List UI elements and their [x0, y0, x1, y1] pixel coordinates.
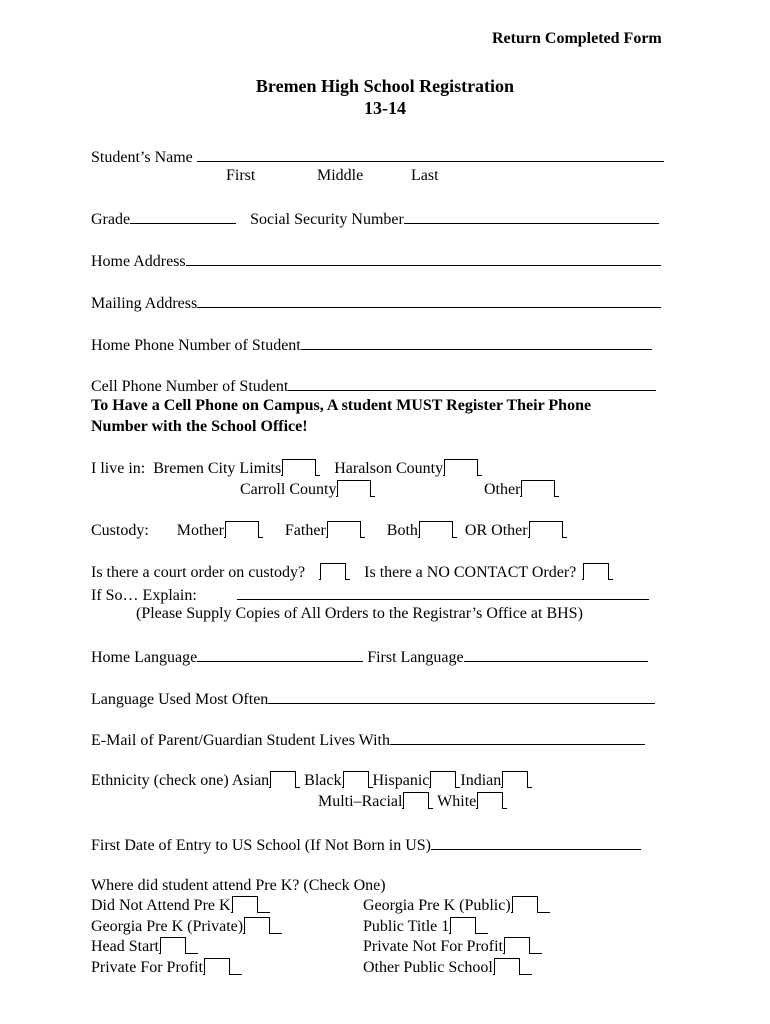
prek-private-profit-label: Private For Profit: [91, 959, 203, 976]
prek-ga-public-checkbox-wrap: [511, 896, 550, 913]
indian-checkbox-wrap: [501, 771, 532, 788]
prek-private-profit-checkbox-wrap: [203, 958, 242, 975]
other-residence-checkbox[interactable]: [521, 480, 555, 497]
mailing-address-field[interactable]: [197, 292, 661, 308]
prek-private-not-profit-checkbox-wrap: [503, 937, 542, 954]
cell-phone-field[interactable]: [288, 375, 656, 391]
bremen-label: Bremen City Limits: [153, 460, 282, 477]
custody-label: Custody:: [91, 522, 149, 539]
prek-ga-private-row: [91, 917, 282, 937]
ssn-label: Social Security Number: [250, 211, 404, 228]
residence-row-1: [91, 459, 482, 479]
multi-racial-checkbox[interactable]: [403, 792, 429, 809]
father-checkbox[interactable]: [327, 521, 361, 538]
or-other-checkbox[interactable]: [529, 521, 563, 538]
entry-field[interactable]: [431, 834, 641, 850]
white-checkbox[interactable]: [477, 792, 503, 809]
prek-ga-public-checkbox[interactable]: [512, 896, 538, 913]
prek-head-start-checkbox[interactable]: [160, 937, 186, 954]
prek-did-not-checkbox-wrap: [231, 896, 270, 913]
mother-label: Mother: [176, 522, 224, 539]
email-row: [91, 729, 645, 751]
home-address-row: [91, 250, 661, 272]
haralson-checkbox-wrap: [443, 459, 482, 476]
black-label: Black: [304, 772, 342, 789]
student-name-field[interactable]: [197, 146, 664, 162]
home-phone-field[interactable]: [301, 334, 652, 350]
return-note: Return Completed Form: [492, 30, 662, 47]
first-name-caption: First: [226, 167, 256, 184]
entry-row: [91, 834, 641, 856]
prek-head-start-label: Head Start: [91, 938, 159, 955]
mailing-address-label: Mailing Address: [91, 295, 198, 312]
prek-ga-public-label: Georgia Pre K (Public): [363, 897, 511, 914]
court-order-checkbox[interactable]: [320, 563, 346, 580]
white-label: White: [437, 793, 477, 810]
home-language-label: Home Language: [91, 649, 198, 666]
home-phone-row: [91, 334, 652, 356]
prek-other-public-checkbox[interactable]: [494, 958, 520, 975]
carroll-label: Carroll County: [240, 481, 337, 498]
language-most-often-row: [91, 688, 655, 710]
asian-checkbox[interactable]: [270, 771, 296, 788]
mailing-address-row: [91, 292, 661, 314]
bremen-checkbox[interactable]: [282, 459, 316, 476]
asian-checkbox-wrap: [269, 771, 300, 788]
hispanic-checkbox-wrap: [429, 771, 460, 788]
explain-row: [91, 584, 649, 606]
indian-label: Indian: [460, 772, 502, 789]
explain-field[interactable]: [237, 584, 649, 600]
mother-checkbox[interactable]: [225, 521, 259, 538]
student-name-row: [91, 146, 664, 168]
form-year: 13-14: [364, 98, 406, 118]
last-name-caption: Last: [411, 167, 439, 184]
middle-name-caption: Middle: [317, 167, 364, 184]
prek-public-title-row: [363, 917, 488, 937]
prek-question: Where did student attend Pre K? (Check One): [91, 877, 386, 894]
multi-racial-label: Multi–Racial: [318, 793, 403, 810]
home-phone-label: Home Phone Number of Student: [91, 337, 301, 354]
hispanic-checkbox[interactable]: [430, 771, 456, 788]
court-row: [91, 563, 613, 583]
hispanic-label: Hispanic: [372, 772, 430, 789]
mother-checkbox-wrap: [224, 521, 263, 538]
grade-field[interactable]: [130, 208, 236, 224]
father-checkbox-wrap: [326, 521, 365, 538]
asian-label: Asian: [231, 772, 270, 789]
prek-other-public-checkbox-wrap: [493, 958, 532, 975]
prek-ga-public-row: [363, 896, 550, 916]
custody-row: [91, 521, 567, 541]
other-residence-label: Other: [484, 481, 521, 498]
home-language-field[interactable]: [197, 646, 363, 662]
prek-head-start-row: [91, 937, 198, 957]
prek-did-not-label: Did Not Attend Pre K: [91, 897, 231, 914]
email-label: E-Mail of Parent/Guardian Student Lives With: [91, 732, 390, 749]
no-contact-label: Is there a NO CONTACT Order?: [364, 564, 577, 581]
court-order-label: Is there a court order on custody?: [91, 564, 306, 581]
both-checkbox-wrap: [418, 521, 457, 538]
cell-phone-row: [91, 375, 656, 397]
white-checkbox-wrap: [476, 792, 507, 809]
no-contact-checkbox-wrap: [582, 563, 613, 580]
entry-label: First Date of Entry to US School (If Not Born in US): [91, 837, 431, 854]
court-order-checkbox-wrap: [319, 563, 350, 580]
other-residence-row: [484, 480, 559, 500]
prek-public-title-checkbox-wrap: [449, 917, 488, 934]
home-address-field[interactable]: [186, 250, 661, 266]
prek-other-public-row: [363, 958, 532, 978]
prek-head-start-checkbox-wrap: [159, 937, 198, 954]
grade-label: Grade: [91, 211, 131, 228]
carroll-checkbox-wrap: [336, 480, 375, 497]
prek-ga-private-checkbox-wrap: [243, 917, 282, 934]
ssn-field[interactable]: [404, 208, 659, 224]
prek-private-not-profit-row: [363, 937, 542, 957]
black-checkbox[interactable]: [343, 771, 369, 788]
both-label: Both: [386, 522, 418, 539]
student-name-label: Student’s Name: [91, 149, 193, 166]
both-checkbox[interactable]: [419, 521, 453, 538]
prek-other-public-label: Other Public School: [363, 959, 493, 976]
bremen-checkbox-wrap: [281, 459, 320, 476]
ethnicity-label: Ethnicity (check one): [91, 772, 229, 789]
cell-phone-notice-1: To Have a Cell Phone on Campus, A student MUST Register Their Phone: [91, 397, 592, 414]
indian-checkbox[interactable]: [502, 771, 528, 788]
haralson-label: Haralson County: [334, 460, 444, 477]
prek-private-not-profit-label: Private Not For Profit: [363, 938, 503, 955]
email-field[interactable]: [390, 729, 645, 745]
prek-private-not-profit-checkbox[interactable]: [504, 937, 530, 954]
other-residence-checkbox-wrap: [520, 480, 559, 497]
cell-phone-notice-2: Number with the School Office!: [91, 418, 308, 435]
ethnicity-row-2: [318, 792, 507, 812]
residence-label: I live in:: [91, 460, 146, 477]
cell-phone-label: Cell Phone Number of Student: [91, 378, 289, 395]
prek-ga-private-label: Georgia Pre K (Private): [91, 918, 244, 935]
multi-racial-checkbox-wrap: [402, 792, 433, 809]
carroll-row: [240, 480, 375, 500]
prek-did-not-row: [91, 896, 270, 916]
language-row: [91, 646, 648, 668]
home-address-label: Home Address: [91, 253, 186, 270]
haralson-checkbox[interactable]: [444, 459, 478, 476]
prek-public-title-label: Public Title 1: [363, 918, 450, 935]
explain-label: If So… Explain:: [91, 587, 197, 604]
or-other-label: OR Other: [464, 522, 528, 539]
prek-ga-private-checkbox[interactable]: [244, 917, 270, 934]
language-most-often-label: Language Used Most Often: [91, 691, 269, 708]
or-other-checkbox-wrap: [528, 521, 567, 538]
no-contact-checkbox[interactable]: [583, 563, 609, 580]
supply-copies-note: (Please Supply Copies of All Orders to the Registrar’s Office at BHS): [136, 605, 583, 622]
carroll-checkbox[interactable]: [337, 480, 371, 497]
grade-row: [91, 208, 659, 230]
first-language-label: First Language: [367, 649, 464, 666]
prek-did-not-checkbox[interactable]: [232, 896, 258, 913]
prek-public-title-checkbox[interactable]: [450, 917, 476, 934]
father-label: Father: [284, 522, 326, 539]
prek-private-profit-checkbox[interactable]: [204, 958, 230, 975]
prek-private-profit-row: [91, 958, 242, 978]
language-most-often-field[interactable]: [268, 688, 655, 704]
form-title: Bremen High School Registration: [255, 76, 515, 96]
first-language-field[interactable]: [464, 646, 648, 662]
black-checkbox-wrap: [342, 771, 373, 788]
ethnicity-row-1: [91, 771, 532, 791]
